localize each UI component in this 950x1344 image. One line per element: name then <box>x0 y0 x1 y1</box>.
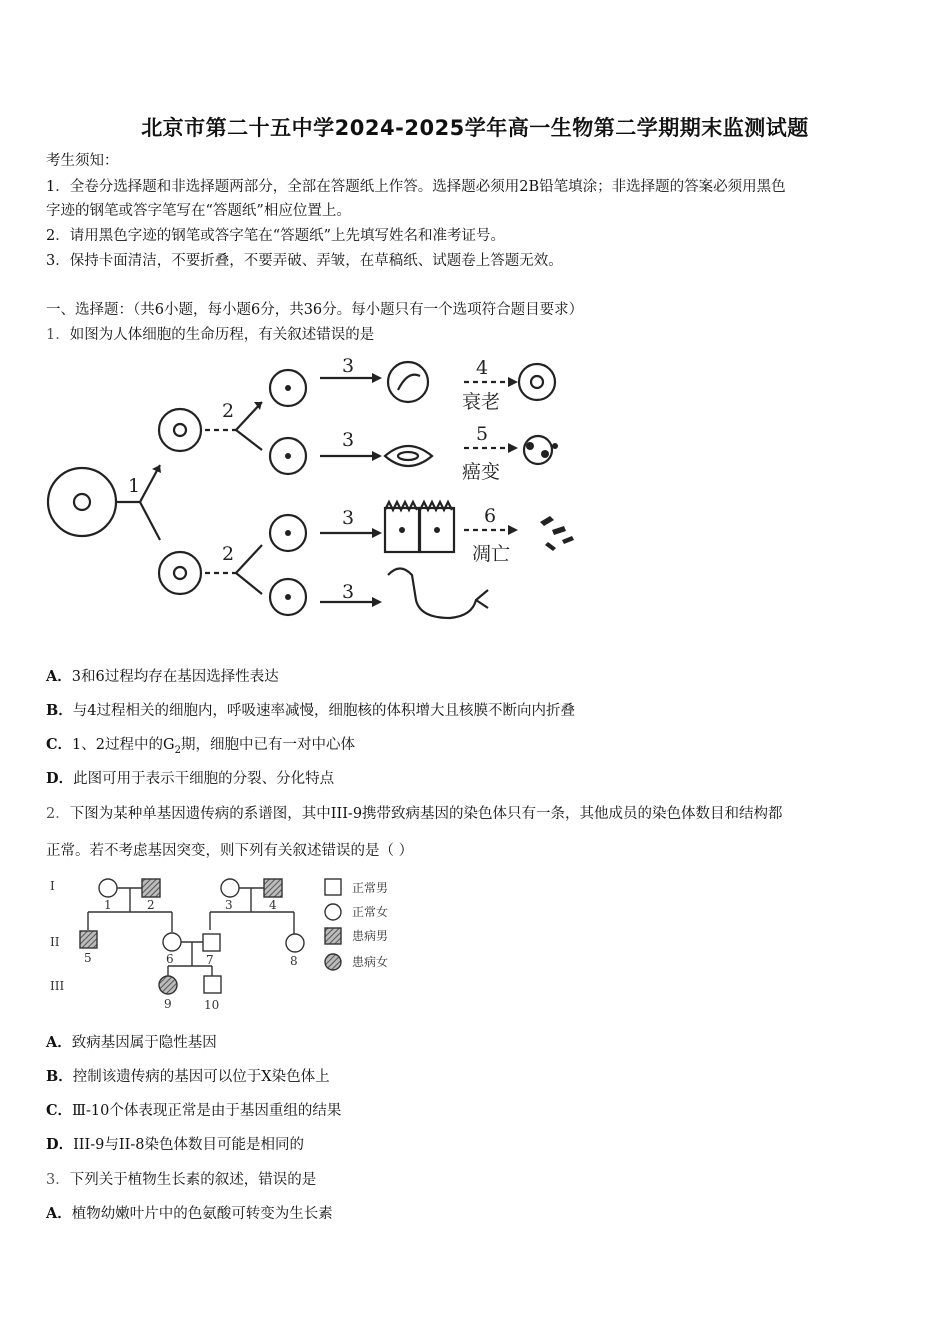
notice-item-2: 2．请用黑色字迹的钢笔或答字笔在“答题纸”上先填写姓名和准考证号。 <box>46 228 506 244</box>
option-c[interactable] <box>46 1100 341 1122</box>
daughter-cell-bottom <box>159 552 201 594</box>
question-1-stem <box>46 324 374 346</box>
option-text: 此图可用于表示干细胞的分裂、分化特点 <box>73 771 335 787</box>
individual-id: 5 <box>84 951 92 965</box>
nerve-cell <box>388 569 488 619</box>
aged-cell <box>519 364 555 400</box>
individual-id: 6 <box>166 952 174 966</box>
option-letter: A． <box>46 668 72 685</box>
option-letter: D． <box>46 1136 74 1153</box>
step-label: 3 <box>342 581 355 603</box>
legend-label: 患病女 <box>352 955 389 969</box>
stage-label: 癌变 <box>462 461 501 483</box>
individual-id: 1 <box>104 898 112 912</box>
individual-id: 3 <box>225 898 233 912</box>
spindle-cell <box>385 446 432 466</box>
step-label: 3 <box>342 355 355 377</box>
step-label: 3 <box>342 507 355 529</box>
page-title: 北京市第二十五中学2024-2025学年高一生物第二学期期末监测试题 <box>141 116 809 140</box>
option-text: 1、2过程中的G <box>72 737 175 753</box>
legend-label: 患病男 <box>352 929 389 943</box>
option-text: 与4过程相关的细胞内，呼吸速率减慢，细胞核的体积增大且核膜不断向内折叠 <box>72 703 575 719</box>
option-letter: C． <box>46 736 73 753</box>
generation-label: II <box>50 935 60 949</box>
option-letter: A． <box>46 1205 72 1222</box>
notice-item-3: 3．保持卡面清洁，不要折叠，不要弄破、弄皱，在草稿纸、试题卷上答题无效。 <box>46 253 563 269</box>
apoptotic-fragment <box>540 516 554 526</box>
question-2-stem-cont: 正常。若不考虑基因突变，则下列有关叙述错误的是（ ） <box>46 843 414 859</box>
option-letter: A． <box>46 1034 72 1051</box>
option-letter: B． <box>46 1068 73 1085</box>
option-text: 控制该遗传病的基因可以位于X染色体上 <box>72 1069 330 1085</box>
notice-heading: 考生须知： <box>46 153 119 169</box>
option-text: III-9与II-8染色体数目可能是相同的 <box>73 1137 304 1153</box>
step-label: 2 <box>222 543 235 565</box>
step-label: 3 <box>342 429 355 451</box>
pedigree-chart <box>44 872 424 1020</box>
option-text: Ⅲ-10个体表现正常是由于基因重组的结果 <box>72 1103 342 1119</box>
question-number: 2． <box>46 806 70 822</box>
option-letter: B． <box>46 702 73 719</box>
stage-label: 衰老 <box>462 391 501 413</box>
section-heading: 一、选择题：（共6小题，每小题6分，共36分。每小题只有一个选项符合题目要求） <box>46 302 584 318</box>
step-label: 5 <box>476 423 489 445</box>
step-label: 2 <box>222 400 235 422</box>
cell-life-history-diagram <box>40 350 600 640</box>
individual-id: 8 <box>290 954 298 968</box>
question-number: 3． <box>46 1172 70 1188</box>
option-text: 期，细胞中已有一对中心体 <box>180 737 355 753</box>
step-label: 1 <box>128 475 141 497</box>
individual-id: 4 <box>269 898 277 912</box>
notice-item-1: 1．全卷分选择题和非选择题两部分，全部在答题纸上作答。选择题必须用2B铅笔填涂；非选择题的答案必须用黑色 <box>46 179 786 195</box>
origin-cell <box>48 468 116 536</box>
option-b[interactable] <box>46 1066 330 1088</box>
origin-cell-nucleus <box>74 494 90 510</box>
generation-label: I <box>50 879 55 893</box>
legend-label: 正常女 <box>352 905 389 919</box>
option-d[interactable] <box>46 768 334 790</box>
question-text: 下图为某种单基因遗传病的系谱图，其中III-9携带致病基因的染色体只有一条，其他成员的染色体数目和结构都 <box>69 806 783 822</box>
individual-id: 2 <box>147 898 155 912</box>
differentiated-cell <box>388 362 428 402</box>
legend-label: 正常男 <box>352 881 389 895</box>
question-2-stem <box>46 803 783 825</box>
notice-item-1-cont: 字迹的钢笔或答字笔写在“答题纸”相应位置上。 <box>46 203 351 219</box>
option-a[interactable] <box>46 1032 217 1054</box>
option-text: 植物幼嫩叶片中的色氨酸可转变为生长素 <box>71 1206 333 1222</box>
option-a[interactable] <box>46 1203 333 1225</box>
step-label: 4 <box>476 357 489 379</box>
individual-id: 7 <box>206 953 214 967</box>
generation-label: III <box>50 979 65 993</box>
daughter-cell-top <box>159 409 201 451</box>
step-label: 6 <box>484 505 497 527</box>
option-b[interactable] <box>46 700 575 722</box>
option-c[interactable] <box>46 734 355 762</box>
option-d[interactable] <box>46 1134 304 1156</box>
cancer-cell <box>524 436 552 464</box>
question-text: 下列关于植物生长素的叙述，错误的是 <box>69 1172 317 1188</box>
option-text: 致病基因属于隐性基因 <box>71 1035 217 1051</box>
option-a[interactable] <box>46 666 279 688</box>
question-number: 1． <box>46 327 70 343</box>
question-text: 如图为人体细胞的生命历程，有关叙述错误的是 <box>69 327 375 343</box>
individual-id: 9 <box>164 997 172 1011</box>
option-subscript: 2 <box>174 744 181 756</box>
question-3-stem <box>46 1169 316 1191</box>
option-letter: C． <box>46 1102 73 1119</box>
stage-label: 凋亡 <box>472 543 511 565</box>
individual-id: 10 <box>204 998 220 1012</box>
option-letter: D． <box>46 770 74 787</box>
option-text: 3和6过程均存在基因选择性表达 <box>71 669 279 685</box>
